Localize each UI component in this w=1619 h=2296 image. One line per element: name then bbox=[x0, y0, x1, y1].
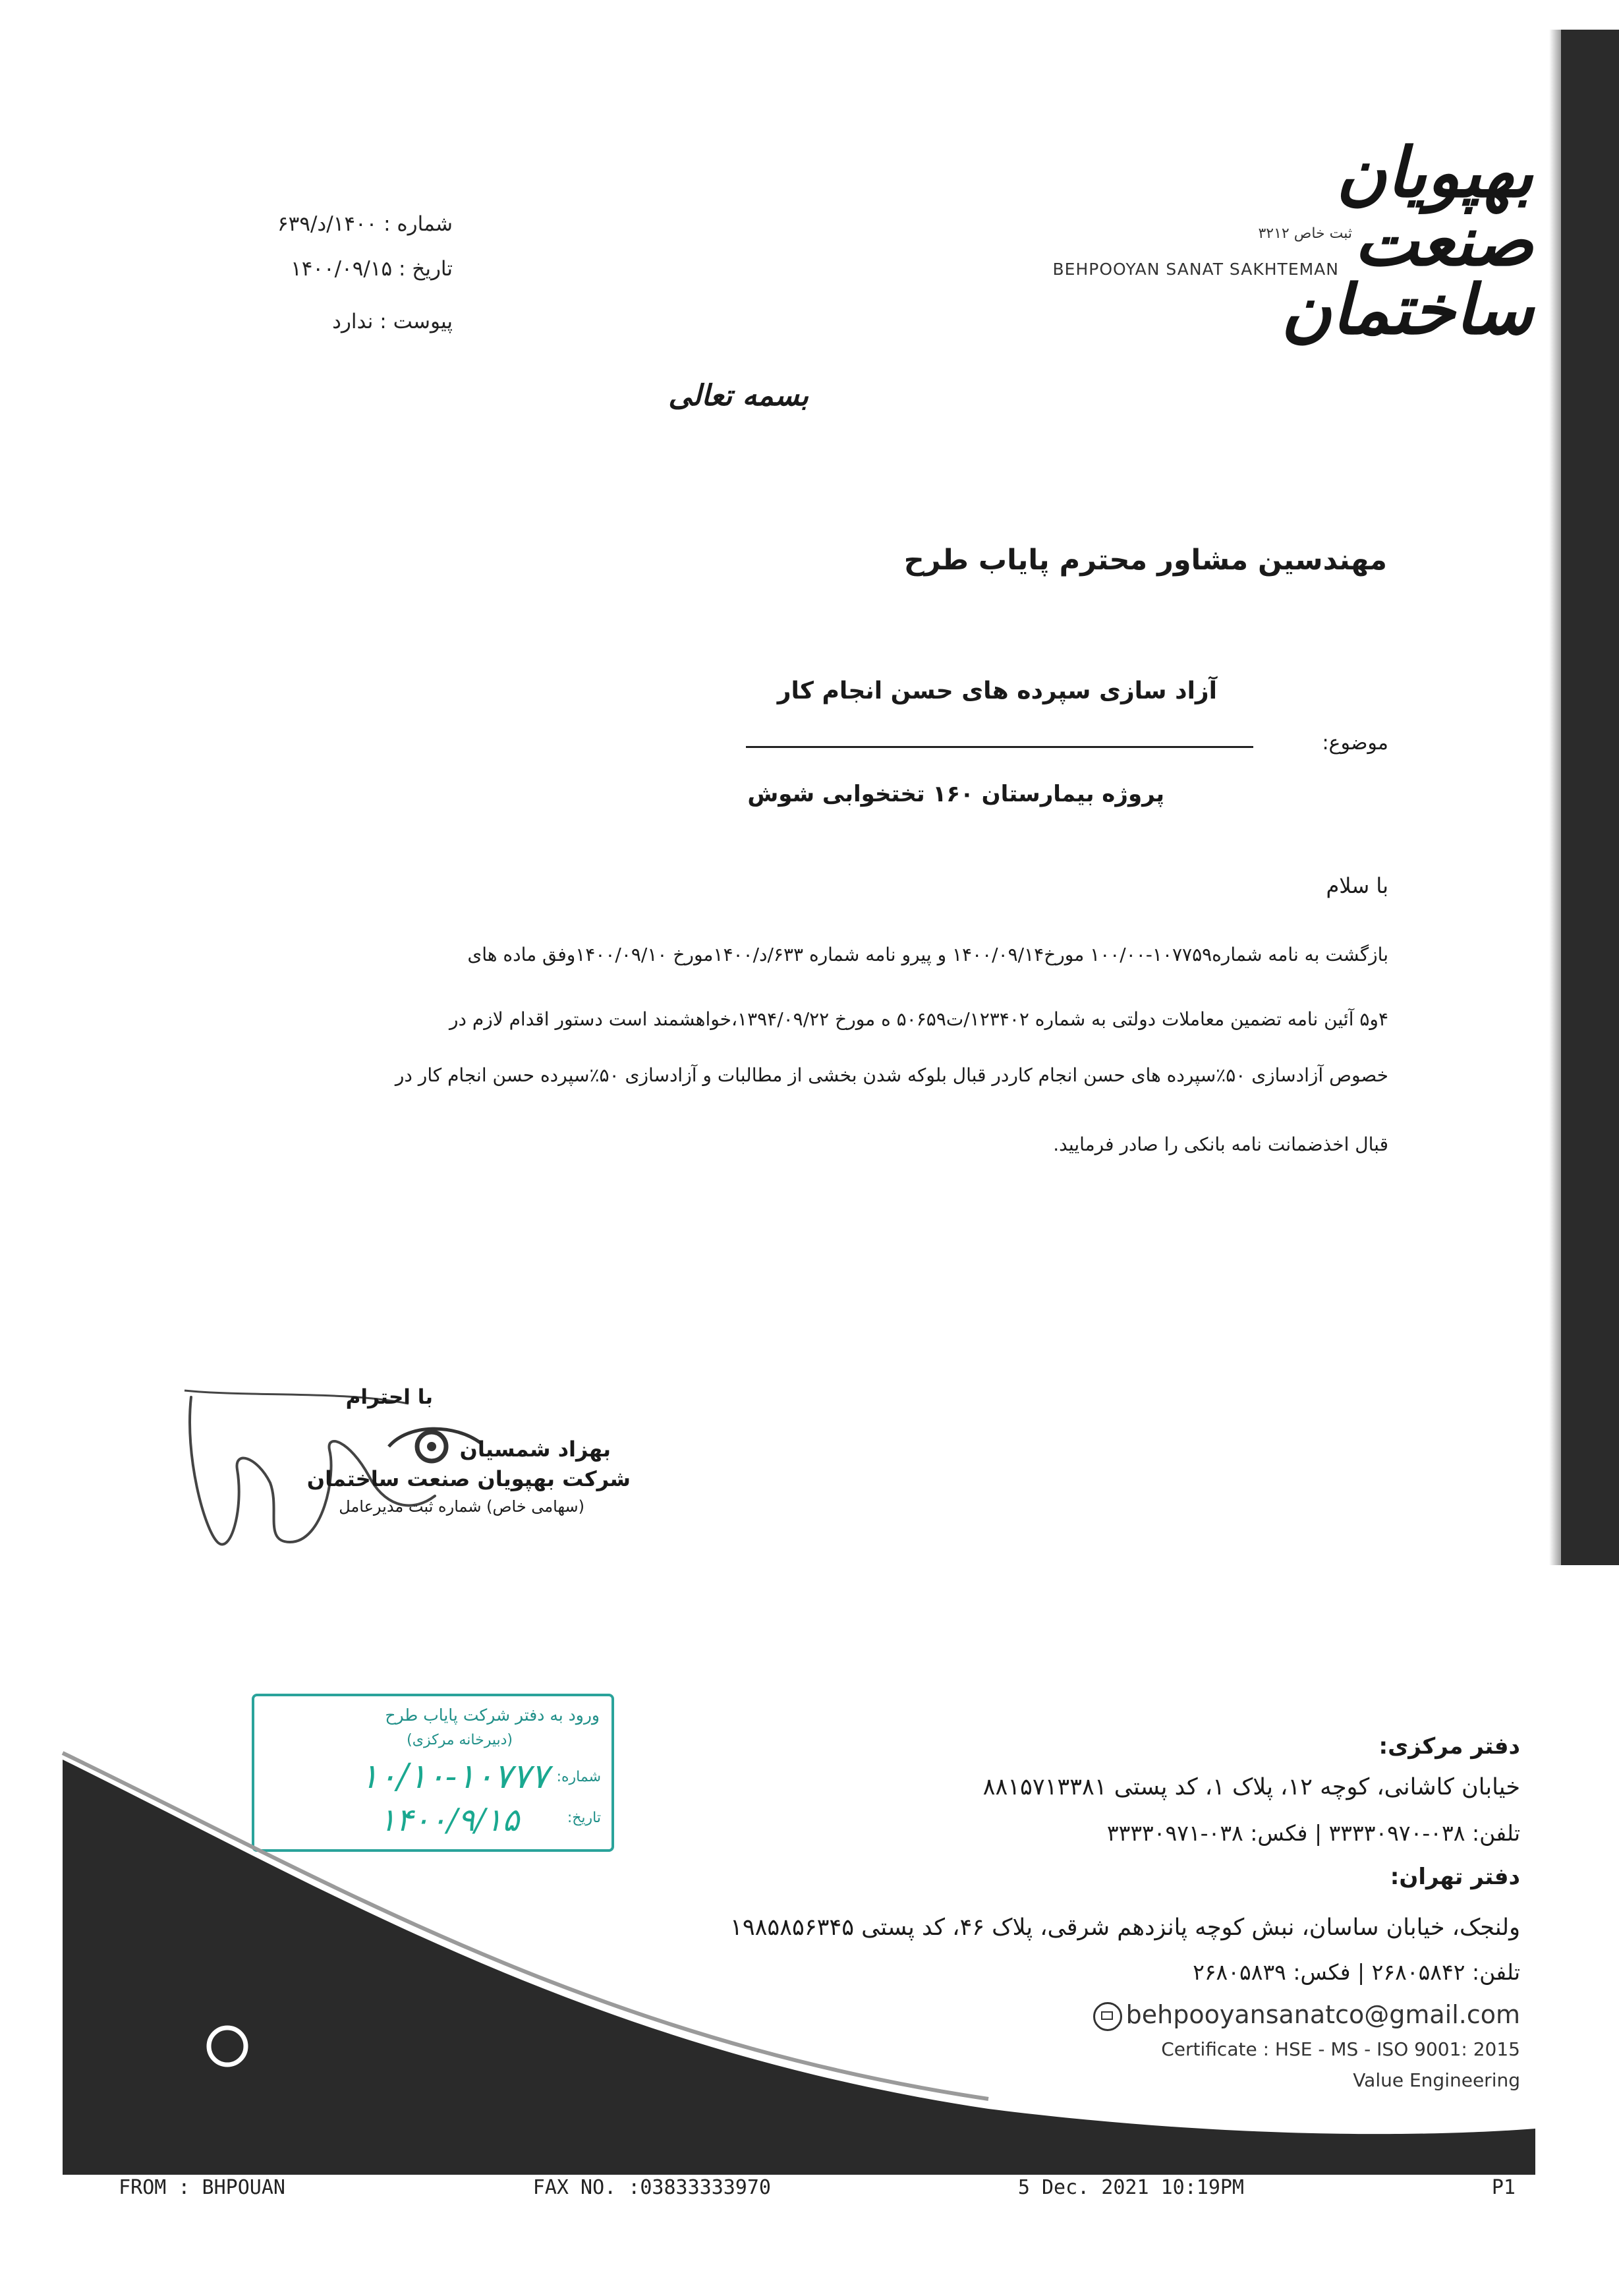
basmala: بسمه تعالی bbox=[668, 379, 809, 413]
body-line-4: قبال اخذضمانت نامه بانکی را صادر فرمایید. bbox=[1053, 1134, 1388, 1155]
company-logo-text: بهپویان صنعت ساختمان bbox=[1281, 132, 1533, 350]
office1-phone: تلفن: ۰۳۸-۳۳۳۳۰۹۷۰ | فکس: ۰۳۸-۳۳۳۳۰۹۷۱ bbox=[1106, 1820, 1520, 1846]
office2-phone: تلفن: ۲۶۸۰۵۸۴۲ | فکس: ۲۶۸۰۵۸۳۹ bbox=[1193, 1959, 1520, 1985]
email-row bbox=[1093, 2000, 1520, 2031]
subject-label: موضوع: bbox=[1322, 732, 1388, 755]
body-line-2: ۴و۵ آئین نامه تضمین معاملات دولتی به شماره ۱۲۳۴۰۲/ت۵۰۶۵۹ ه مورخ ۱۳۹۴/۰۹/۲۲،خواهشمند است دستور اقدام لازم در bbox=[449, 1008, 1388, 1030]
subject-line-2: پروژه بیمارستان ۱۶۰ تختخوابی شوش bbox=[747, 781, 1164, 807]
fax-header-line bbox=[119, 2176, 1516, 2199]
stamp-subtitle: (دبیرخانه مرکزی) bbox=[407, 1732, 513, 1748]
subject-line-1: آزاد سازی سپرده های حسن انجام کار bbox=[777, 677, 1217, 704]
logo-english-name: BEHPOOYAN SANAT SAKHTEMAN bbox=[1052, 260, 1339, 279]
stamp-date-label: تاریخ: bbox=[567, 1810, 601, 1826]
fax-from: FROM : BHPOUAN bbox=[119, 2176, 285, 2199]
letter-number: شماره : ۱۴۰۰/د/۶۳۹ bbox=[277, 212, 453, 236]
letter-attachment: پیوست : ندارد bbox=[332, 310, 453, 333]
fax-page: P1 bbox=[1491, 2176, 1516, 2199]
office1-title: دفتر مرکزی: bbox=[1378, 1733, 1520, 1760]
stamp-number-label: شماره: bbox=[556, 1769, 601, 1785]
greeting: با سلام bbox=[1326, 873, 1388, 898]
email-address[interactable]: behpooyansanatco@gmail.com bbox=[1125, 2000, 1520, 2029]
subject-divider bbox=[746, 746, 1253, 748]
stamp-number: ۱۰/۱۰-۱۰۷۷۷ bbox=[360, 1757, 549, 1796]
letter-date: تاریخ : ۱۴۰۰/۰۹/۱۵ bbox=[291, 257, 453, 281]
recipient: مهندسین مشاور محترم پایاب طرح bbox=[903, 544, 1387, 577]
office2-address: ولنجک، خیابان ساسان، نبش کوچه پانزدهم شرقی، پلاک ۴۶، کد پستی ۱۹۸۵۸۵۶۳۴۵ bbox=[730, 1914, 1520, 1941]
fax-timestamp: 5 Dec. 2021 10:19PM bbox=[1018, 2176, 1245, 2199]
email-icon bbox=[1093, 2002, 1122, 2031]
signer-company: شرکت بهپویان صنعت ساختمان bbox=[306, 1466, 631, 1491]
certificate-line: Certificate : HSE - MS - ISO 9001: 2015 bbox=[1161, 2038, 1520, 2060]
body-line-3: خصوص آزادسازی ۵۰٪سپرده های حسن انجام کاردر قبال بلوکه شدن بخشی از مطالبات و آزادسازی ۵۰٪سپرده حسن انجام کار در bbox=[395, 1064, 1388, 1086]
stamp-title: ورود به دفتر شرکت پایاب طرح bbox=[385, 1706, 600, 1725]
signer-registration: (سهامی خاص) شماره ثبت مدیرعامل bbox=[339, 1497, 584, 1516]
fax-number: FAX NO. :03833333970 bbox=[532, 2176, 771, 2199]
office2-title: دفتر تهران: bbox=[1390, 1864, 1520, 1890]
stamp-date: ۱۴۰۰/۹/۱۵ bbox=[379, 1802, 519, 1839]
value-engineering-line: Value Engineering bbox=[1353, 2069, 1520, 2091]
closing: با احترام bbox=[345, 1385, 433, 1409]
body-line-1: بازگشت به نامه شماره۱۰۷۷۵۹-۱۰۰/۰۰ مورخ۱۴۰۰/۰۹/۱۴ و پیرو نامه شماره ۶۳۳/د/۱۴۰۰مورخ ۱۴۰۰/۰۹/۱۰وفق ماده های bbox=[467, 944, 1388, 965]
signer-name: بهزاد شمسیان bbox=[459, 1437, 611, 1462]
office1-address: خیابان کاشانی، کوچه ۱۲، پلاک ۱، کد پستی ۸۸۱۵۷۱۳۳۸۱ bbox=[982, 1774, 1520, 1800]
logo-registration: ثبت خاص ۳۲۱۲ bbox=[1258, 225, 1352, 242]
decorative-side-band bbox=[1561, 30, 1619, 1565]
side-band-shadow bbox=[1549, 30, 1561, 1565]
